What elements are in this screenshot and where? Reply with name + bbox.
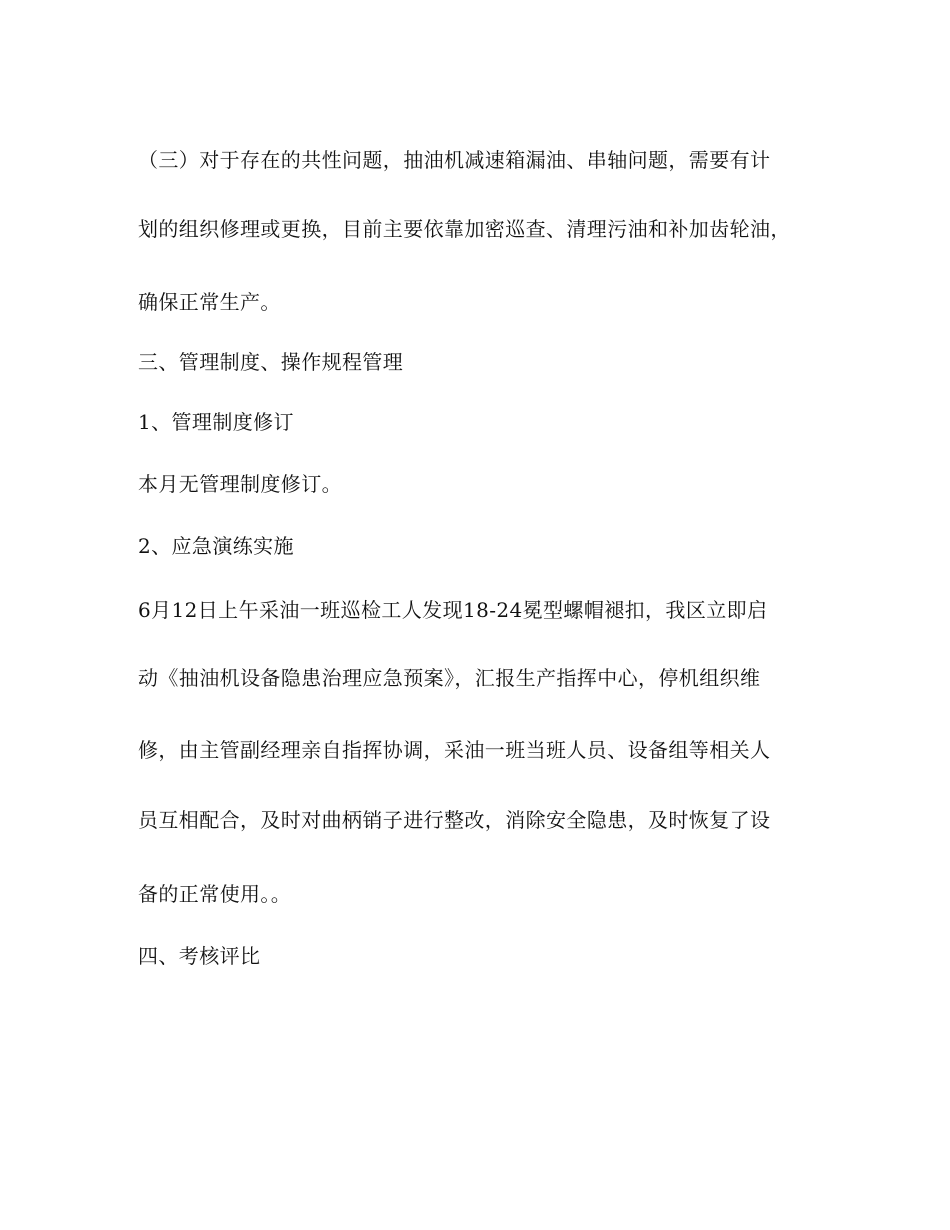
paragraph-line-2: 划的组织修理或更换，目前主要依靠加密巡查、清理污油和补加齿轮油，	[138, 217, 791, 241]
paragraph-line-4: 本月无管理制度修订。	[138, 472, 342, 496]
paragraph-line-5: 6月12日上午采油一班巡检工人发现18-24冕型螺帽褪扣，我区立即启	[138, 598, 768, 622]
paragraph-line-6: 动《抽油机设备隐患治理应急预案》，汇报生产指挥中心，停机组织维	[138, 666, 761, 690]
paragraph-line-3: 确保正常生产。	[138, 290, 281, 314]
subheading-2: 2、应急演练实施	[138, 534, 294, 558]
paragraph-line-1: （三）对于存在的共性问题，抽油机减速箱漏油、串轴问题，需要有计	[138, 148, 771, 172]
subheading-1: 1、管理制度修订	[138, 410, 294, 434]
paragraph-line-9: 备的正常使用。。	[138, 882, 292, 906]
paragraph-line-7: 修，由主管副经理亲自指挥协调，采油一班当班人员、设备组等相关人	[138, 738, 771, 762]
section-heading-4: 四、考核评比	[138, 944, 261, 968]
paragraph-line-8: 员互相配合，及时对曲柄销子进行整改，消除安全隐患，及时恢复了设	[138, 808, 771, 832]
section-heading-3: 三、管理制度、操作规程管理	[138, 350, 404, 374]
